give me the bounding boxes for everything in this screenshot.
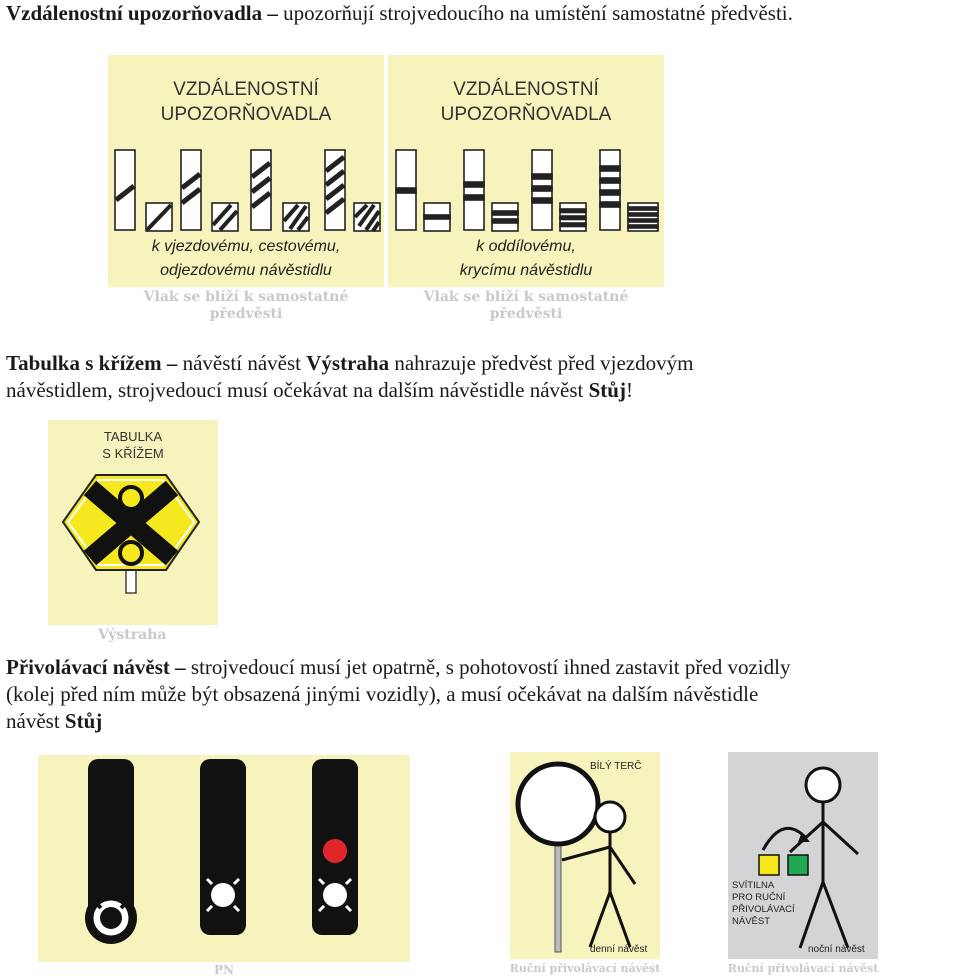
- manual-day-corner: denní návěst: [590, 944, 648, 955]
- manual-night-caption: Ruční přivolávací návěst: [727, 962, 879, 975]
- manual-night-drawing: [728, 752, 878, 962]
- yellow-lamp: [759, 855, 779, 875]
- right-panel-title: VZDÁLENOSTNÍ UPOZORŇOVADLA: [440, 79, 612, 125]
- call-on-paragraph: Přivolávací návěst – strojvedoucí musí jet opatrně, s pohotovostí ihned zastavit před vozidly (kolej před ním může být obsazená jinými vozidly), a musí očekávat na dalším návěstidle návěst Stůj: [6, 655, 791, 733]
- cross-sign-figure: [48, 420, 218, 650]
- pn-signals-figure: [38, 755, 410, 980]
- manual-day-drawing: [510, 752, 660, 962]
- cross-panel-title: TABULKA S KŘÍŽEM: [102, 429, 164, 461]
- cross-paragraph: Tabulka s křížem – návěstí návěst Výstraha nahrazuje předvěst před vjezdovým návěstidlem, strojvedoucí musí očekávat na dalším návěstidle návěst Stůj!: [6, 351, 694, 402]
- intro-paragraph: [6, 0, 793, 27]
- pn-signals-drawing: [38, 755, 410, 965]
- pn-signal-2: [200, 759, 246, 935]
- right-panel-caption: Vlak se blíží k samostatné předvěsti: [423, 289, 629, 322]
- pn-panel-caption: PN: [214, 963, 234, 977]
- manual-day-caption: Ruční přivolávací návěst: [509, 962, 661, 975]
- manual-night-label: SVÍTILNA PRO RUČNÍ PŘIVOLÁVACÍ NÁVĚST: [732, 880, 795, 927]
- manual-night-corner: noční návěst: [808, 944, 865, 955]
- left-panel-caption: Vlak se blíží k samostatné předvěsti: [143, 289, 349, 322]
- intro-text: upozorňují strojvedoucího na umístění samostatné předvěsti.: [277, 1, 793, 25]
- right-panel-note: k oddílovému, krycímu návěstidlu: [459, 238, 593, 279]
- distance-boards-figure: [108, 55, 664, 330]
- intro-term: Vzdálenostní upozorňovadla –: [6, 1, 278, 25]
- left-panel-title: VZDÁLENOSTNÍ UPOZORŇOVADLA: [160, 79, 332, 125]
- manual-day-label: BÍLÝ TERČ: [590, 761, 642, 772]
- cross-panel-caption: Výstraha: [98, 627, 167, 643]
- manual-night-figure: [728, 752, 878, 980]
- left-panel-note: k vjezdovému, cestovému, odjezdovému návěstidlu: [151, 238, 341, 279]
- manual-day-figure: [510, 752, 660, 980]
- green-lamp: [788, 855, 808, 875]
